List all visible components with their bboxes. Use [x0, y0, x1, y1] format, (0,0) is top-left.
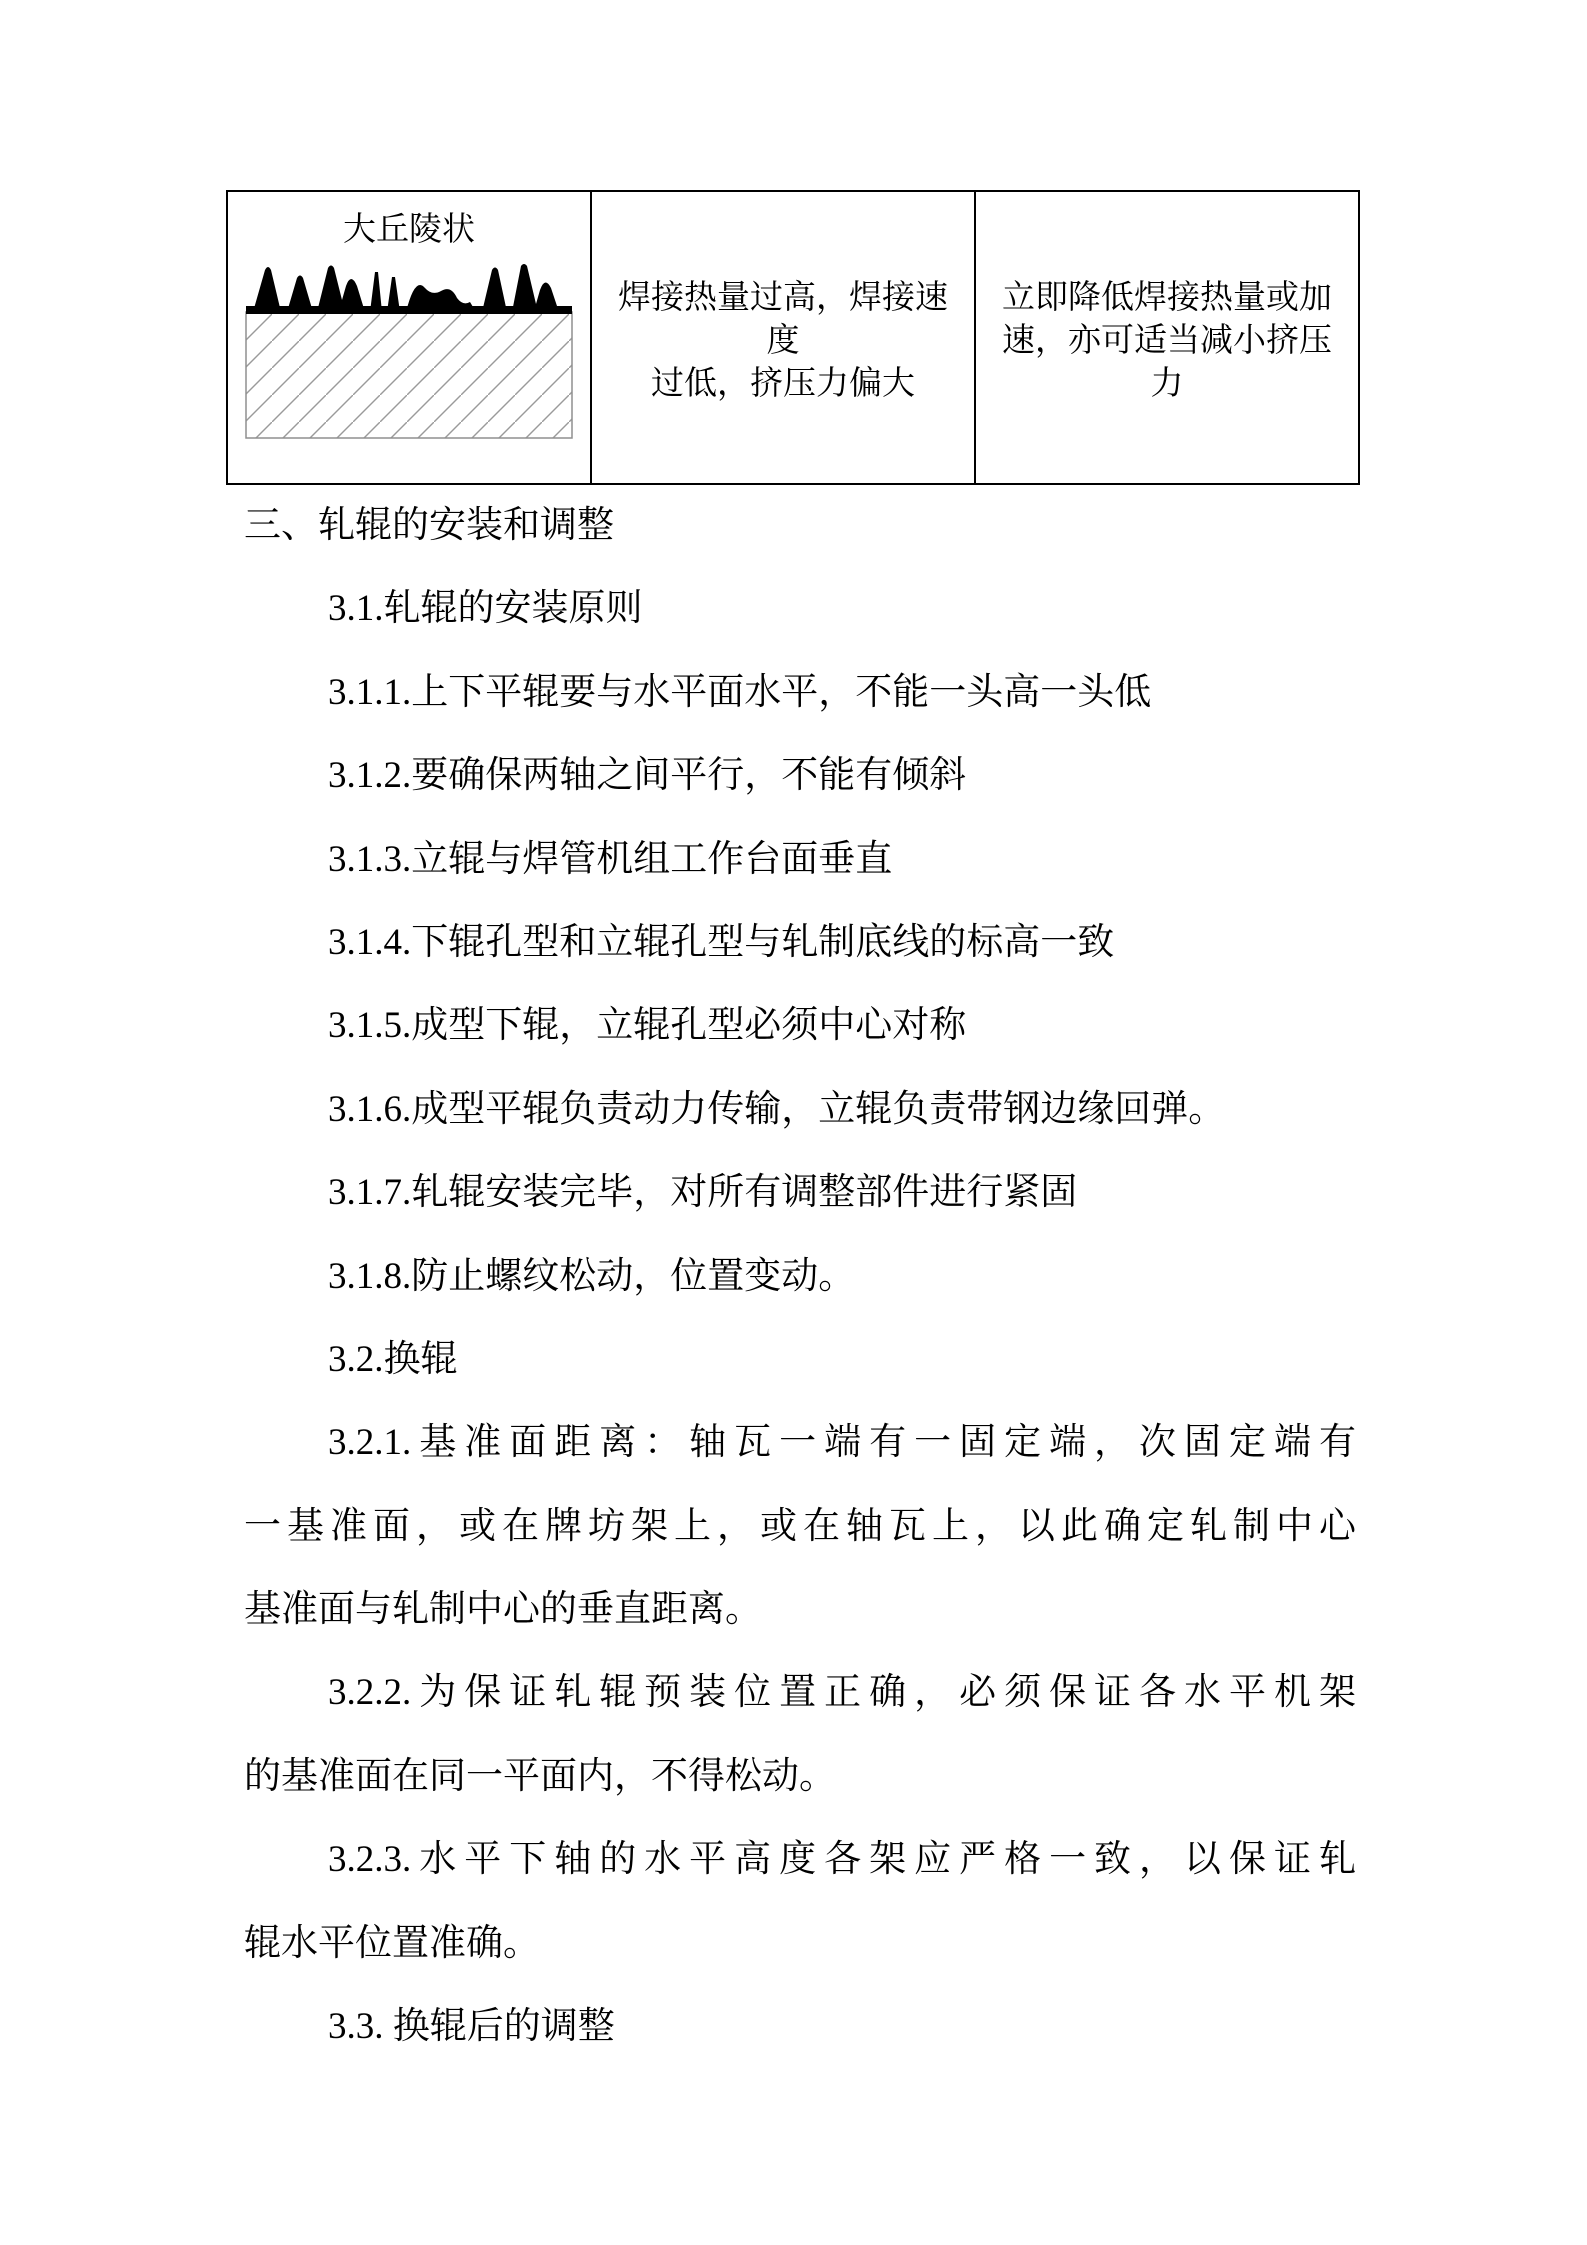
doc-line: 3.1.5.成型下辊，立辊孔型必须中心对称: [328, 1005, 967, 1047]
doc-line: 3.1.轧辊的安装原则: [328, 588, 643, 630]
doc-line: 一基准面，或在牌坊架上，或在轴瓦上，以此确定轧制中心: [244, 1505, 1356, 1547]
hills-diagram: [245, 260, 573, 445]
doc-line: 3.2.3.水平下轴的水平高度各架应严格一致，以保证轧: [328, 1839, 1356, 1881]
hill-peaks: [246, 264, 571, 312]
document-body: [244, 484, 1356, 2068]
cause-cell: [590, 192, 974, 483]
section-heading: 三、轧辊的安装和调整: [244, 505, 614, 546]
remedy-line: 立即降低焊接热量或加: [1002, 280, 1332, 316]
doc-line: 的基准面在同一平面内，不得松动。: [244, 1755, 836, 1797]
doc-line: 3.2.1.基准面距离：轴瓦一端有一固定端，次固定端有: [328, 1422, 1356, 1464]
doc-line: 3.2.换辊: [328, 1338, 458, 1380]
defect-figure-cell: [228, 192, 590, 483]
doc-line: 3.1.4.下辊孔型和立辊孔型与轧制底线的标高一致: [328, 921, 1115, 963]
doc-line: 3.3. 换辊后的调整: [328, 2006, 615, 2048]
doc-line: 3.1.7.轧辊安装完毕，对所有调整部件进行紧固: [328, 1172, 1078, 1214]
doc-line: 3.1.3.立辊与焊管机组工作台面垂直: [328, 838, 893, 880]
hatched-base: [246, 312, 572, 438]
doc-line: 3.1.2.要确保两轴之间平行，不能有倾斜: [328, 755, 967, 797]
defect-label: 大丘陵状: [343, 212, 475, 248]
remedy-cell: [974, 192, 1358, 483]
remedy-line: 速，亦可适当减小挤压力: [1002, 323, 1332, 402]
cause-line: 过低，挤压力偏大: [651, 366, 915, 402]
doc-line: 辊水平位置准确。: [244, 1922, 540, 1964]
doc-line: 3.1.1.上下平辊要与水平面水平，不能一头高一头低: [328, 671, 1152, 713]
doc-line: 基准面与轧制中心的垂直距离。: [244, 1589, 762, 1631]
doc-line: 3.2.2.为保证轧辊预装位置正确，必须保证各水平机架: [328, 1672, 1356, 1714]
defect-table-row: [226, 190, 1360, 485]
doc-line: 3.1.6.成型平辊负责动力传输，立辊负责带钢边缘回弹。: [328, 1088, 1226, 1130]
doc-line: 3.1.8.防止螺纹松动，位置变动。: [328, 1255, 856, 1297]
cause-line: 焊接热量过高，焊接速度: [618, 280, 948, 359]
